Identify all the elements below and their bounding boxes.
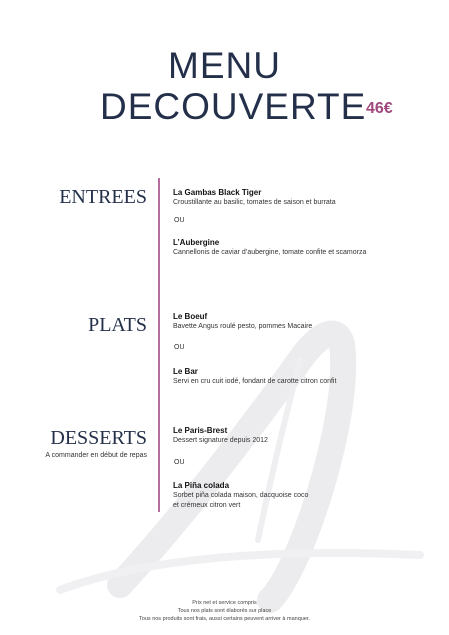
dish-description: et crémeux citron vert xyxy=(173,502,241,509)
section-title-plats: PLATS xyxy=(88,314,147,336)
dish-aubergine xyxy=(173,237,366,258)
menu-title-line2: DECOUVERTE xyxy=(100,86,367,127)
dish-description: Servi en cru cuit iodé, fondant de carotte citron confit xyxy=(173,378,337,385)
dish-gambas xyxy=(173,187,336,208)
footer-line: Prix net et service compris xyxy=(192,600,257,606)
dish-description: Dessert signature depuis 2012 xyxy=(173,437,268,444)
dish-name: Le Paris-Brest xyxy=(173,426,228,435)
dish-description: Cannellonis de caviar d’aubergine, tomate confite et scamorza xyxy=(173,249,367,256)
dish-bar xyxy=(173,366,336,387)
section-title-entrees: ENTREES xyxy=(59,186,147,208)
dish-name: L’Aubergine xyxy=(173,238,220,247)
menu-price: 46€ xyxy=(366,100,393,117)
or-separator: OU xyxy=(174,459,185,466)
footer-line: Tous nos produits sont frais, aussi certains peuvent arriver à manquer. xyxy=(139,616,310,622)
dish-name: La Gambas Black Tiger xyxy=(173,188,262,197)
dish-boeuf xyxy=(173,311,312,332)
section-title-desserts: DESSERTS xyxy=(50,427,147,449)
menu-title-line1: MENU xyxy=(168,45,281,86)
dish-name: La Piña colada xyxy=(173,481,230,490)
dish-name: Le Bar xyxy=(173,367,198,376)
footer-line: Tous nos plats sont élaborés sur place xyxy=(177,608,272,614)
dish-description: Bavette Angus roulé pesto, pommes Macaire xyxy=(173,323,313,330)
dish-paris-brest xyxy=(173,425,268,446)
vertical-divider xyxy=(158,178,160,512)
dish-description: Croustillante au basilic, tomates de saison et burrata xyxy=(173,199,336,206)
desserts-note: A commander en début de repas xyxy=(45,452,147,459)
or-separator: OU xyxy=(174,217,185,224)
dish-description: Sorbet piña colada maison, dacquoise coco xyxy=(173,492,309,499)
dish-name: Le Boeuf xyxy=(173,312,208,321)
dish-pina-colada xyxy=(173,480,308,511)
or-separator: OU xyxy=(174,344,185,351)
